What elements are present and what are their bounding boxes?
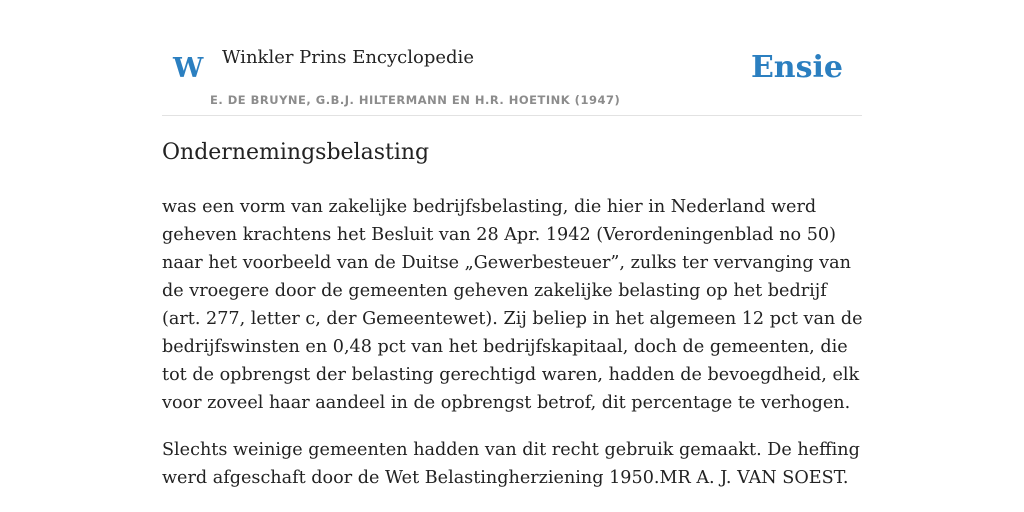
- ensie-brand-link[interactable]: Ensie: [750, 50, 843, 85]
- book-logo-link[interactable]: W: [173, 53, 204, 84]
- article-paragraph: Slechts weinige gemeenten hadden van dit recht gebruik gemaakt. De heffing werd afgeschaft door de Wet Belastingherziening 1950.MR A. J. VAN SOEST.: [162, 440, 860, 488]
- book-header: [162, 40, 862, 116]
- book-title[interactable]: Winkler Prins Encyclopedie: [222, 47, 474, 68]
- book-authors: E. DE BRUYNE, G.B.J. HILTERMANN EN H.R. HOETINK (1947): [210, 93, 621, 107]
- article-title: Ondernemingsbelasting: [162, 140, 430, 165]
- article-paragraph: was een vorm van zakelijke bedrijfsbelasting, die hier in Nederland werd geheven krachtens het Besluit van 28 Apr. 1942 (Verordeningenblad no 50) naar het voorbeeld van de Duitse „Gewerbesteuer”, zulks ter vervanging van de vroegere door de gemeenten geheven zakelijke belasting op het bedrijf (art. 277, letter c, der Gemeentewet). Zij beliep in het algemeen 12 pct van de bedrijfswinsten en 0,48 pct van het bedrijfskapitaal, doch de gemeenten, die tot de opbrengst der belasting gerechtigd waren, hadden de bevoegdheid, elk voor zoveel haar aandeel in de opbrengst betrof, dit percentage te verhogen.: [162, 197, 863, 413]
- article-body: [162, 193, 864, 511]
